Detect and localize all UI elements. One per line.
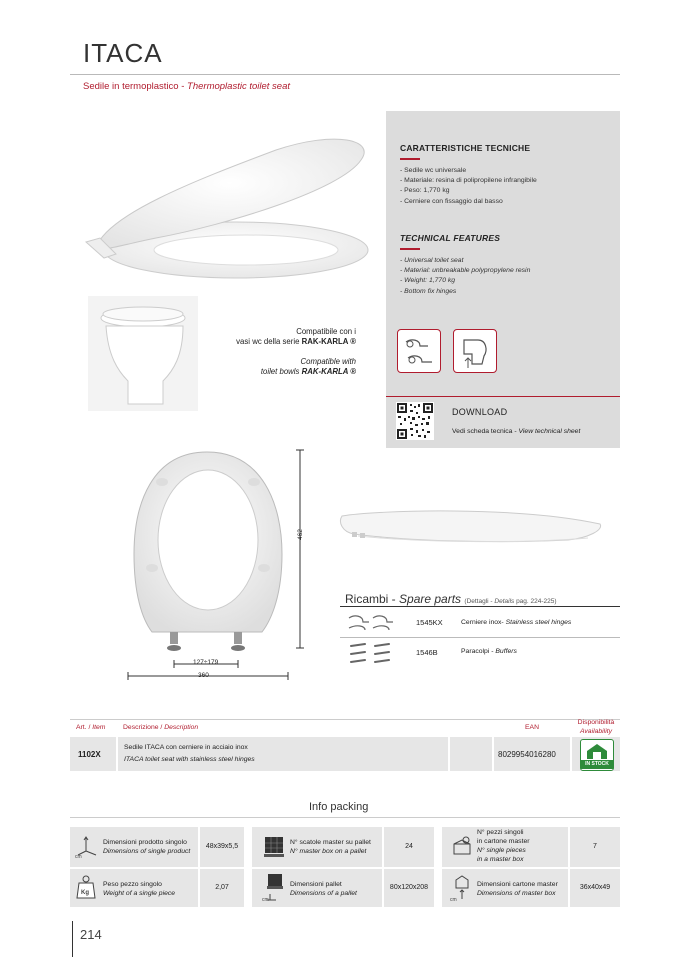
- packing-label-en: Dimensions of a pallet: [290, 890, 357, 897]
- title-divider: [70, 74, 620, 75]
- packing-label-en: Dimensions of master box: [477, 890, 556, 897]
- col-ean-header: EAN: [525, 724, 539, 731]
- col-avail-it: Disponibilità: [577, 719, 615, 726]
- tech-item: - Bottom fix hinges: [400, 287, 457, 295]
- packing-value: 80x120x208: [389, 884, 429, 891]
- tech-item: - Sedile wc universale: [400, 167, 467, 174]
- page-subtitle: [83, 81, 290, 92]
- tech-item: - Weight: 1,770 kg: [400, 277, 456, 285]
- tech-heading-en: TECHNICAL FEATURES: [400, 233, 501, 243]
- tech-item: - Universal toilet seat: [400, 257, 464, 264]
- pallet-dim-icon: [262, 872, 286, 902]
- packing-label: [290, 880, 357, 898]
- in-stock-label: IN STOCK: [581, 760, 613, 769]
- col-art: Art. /: [76, 724, 93, 731]
- spare-details-pre: (Dettagli -: [464, 598, 495, 605]
- packing-value: 36x40x49: [579, 884, 611, 891]
- packing-label-it: Dimensioni prodotto singolo: [103, 839, 187, 846]
- toilet-bowl-image: [88, 296, 198, 411]
- packing-label-it: Dimensioni cartone master: [477, 881, 558, 888]
- packing-label-en2: in a master box: [477, 856, 524, 863]
- tech-it: [400, 143, 610, 207]
- dim-height: 462: [297, 529, 304, 540]
- spare-desc: [461, 648, 517, 655]
- packing-title: Info packing: [309, 801, 369, 813]
- packing-label-it2: in cartone master: [477, 838, 530, 845]
- packing-label-en: Weight of a single piece: [103, 890, 176, 897]
- download-text-en: View technical sheet: [518, 428, 581, 435]
- seat-side-image: [338, 500, 608, 555]
- product-image-main: [76, 120, 376, 290]
- tech-item: - Peso: 1,770 kg: [400, 187, 450, 195]
- spare-desc-it: Paracolpi -: [461, 648, 496, 655]
- buffers-icon: [345, 642, 397, 664]
- packing-label: [290, 838, 371, 856]
- spare-divider: [340, 606, 620, 607]
- packing-label-it: N° scatole master su pallet: [290, 839, 371, 846]
- spare-row-divider: [340, 637, 620, 638]
- tech-heading-it: CARATTERISTICHE TECNICHE: [400, 143, 531, 153]
- svg-text:Kg: Kg: [81, 890, 89, 896]
- col-desc-en: Description: [164, 724, 199, 731]
- download-title[interactable]: DOWNLOAD: [452, 407, 508, 417]
- compat-line1: Compatibile con i: [296, 327, 356, 336]
- qr-code[interactable]: [396, 402, 434, 440]
- dim-width: 360: [198, 672, 209, 679]
- in-stock-badge: [580, 739, 614, 771]
- download-link[interactable]: [452, 428, 580, 435]
- svg-text:cm: cm: [450, 897, 457, 902]
- download-separator: [386, 396, 620, 397]
- page-title: ITACA: [83, 38, 163, 68]
- packing-label-it: N° pezzi singoli: [477, 829, 524, 836]
- packing-value: 24: [405, 843, 413, 850]
- hinge-feature-icon: [397, 329, 441, 373]
- packing-label-en: Dimensions of single product: [103, 848, 191, 855]
- tech-item: - Cerniere con fissaggio dal basso: [400, 197, 503, 205]
- ruler-icon: [74, 835, 98, 859]
- hinges-icon: [345, 612, 397, 634]
- spare-desc-en: Stainless steel hinges: [505, 619, 572, 626]
- article-ean: 8029954016280: [498, 750, 556, 759]
- col-avail-en: Availability: [580, 728, 612, 735]
- download-text-it: Vedi scheda tecnica -: [452, 428, 519, 435]
- col-desc-header: [123, 724, 198, 731]
- page-number: 214: [80, 927, 102, 942]
- bottom-fix-icon: [453, 329, 497, 373]
- spare-title-it: Ricambi -: [345, 592, 400, 606]
- spare-title-en: Spare parts: [399, 592, 462, 606]
- compat-line3: Compatible with: [300, 357, 356, 366]
- technical-panel: [386, 111, 620, 448]
- compat-line2: vasi wc della serie: [236, 337, 302, 346]
- spare-details-en: Details: [494, 598, 515, 605]
- packing-label: [103, 838, 190, 856]
- page-number-rule: [72, 921, 73, 957]
- spare-desc-it: Cerniere inox-: [461, 619, 506, 626]
- red-accent-bar: [400, 248, 420, 250]
- packing-label-it: Dimensioni pallet: [290, 881, 342, 888]
- packing-label: [477, 880, 558, 898]
- spare-code: 1546B: [416, 648, 438, 657]
- seat-front-drawing: [122, 444, 312, 684]
- compatibility-en: [200, 357, 356, 377]
- col-art-header: [76, 724, 105, 731]
- table-cell-empty: [450, 737, 492, 771]
- compatibility-it: [200, 327, 356, 347]
- packing-value: 48x39x5,5: [205, 843, 239, 850]
- packing-line: [70, 817, 620, 818]
- svg-text:cm: cm: [75, 854, 82, 859]
- warehouse-icon: [581, 741, 613, 761]
- tech-en: [400, 233, 610, 297]
- article-desc-en: ITACA toilet seat with stainless steel hinges: [124, 756, 255, 763]
- packing-label-en: N° single pieces: [477, 847, 526, 854]
- tech-item: - Material: unbreakable polypropylene resin: [400, 267, 531, 275]
- packing-label: [103, 880, 175, 898]
- spare-desc: [461, 619, 571, 626]
- box-icon: [450, 835, 474, 859]
- spare-details-post: pag. 224-225): [514, 598, 557, 605]
- article-desc-it: Sedile ITACA con cerniere in acciaio inox: [124, 744, 248, 751]
- col-art-en: Item: [92, 724, 106, 731]
- spare-code: 1545KX: [416, 618, 443, 627]
- packing-value: 2,07: [215, 884, 229, 891]
- compat-series-en: RAK-KARLA ®: [301, 367, 356, 376]
- master-box-icon: [450, 872, 474, 902]
- subtitle-en: Thermoplastic toilet seat: [187, 81, 290, 92]
- spare-desc-en: Buffers: [495, 648, 517, 655]
- dim-hinge: 127÷179: [193, 659, 219, 666]
- red-accent-bar: [400, 158, 420, 160]
- svg-text:cm: cm: [262, 897, 269, 902]
- table-top-line: [70, 719, 620, 720]
- tech-item: - Materiale: resina di polipropilene infrangibile: [400, 177, 537, 185]
- compat-line4: toilet bowls: [260, 367, 302, 376]
- packing-label: [477, 828, 530, 864]
- subtitle-it: Sedile in termoplastico -: [83, 81, 188, 92]
- packing-label-en: N° master box on a pallet: [290, 848, 367, 855]
- weight-icon: [76, 874, 96, 900]
- article-code: 1102X: [78, 750, 101, 759]
- pallet-icon: [262, 834, 286, 860]
- spare-parts-title: [345, 592, 557, 606]
- compat-series: RAK-KARLA ®: [301, 337, 356, 346]
- packing-value: 7: [593, 843, 597, 850]
- packing-label-it: Peso pezzo singolo: [103, 881, 162, 888]
- col-avail-header: [572, 718, 620, 736]
- col-desc: Descrizione /: [123, 724, 165, 731]
- table-cell-desc: [118, 737, 448, 771]
